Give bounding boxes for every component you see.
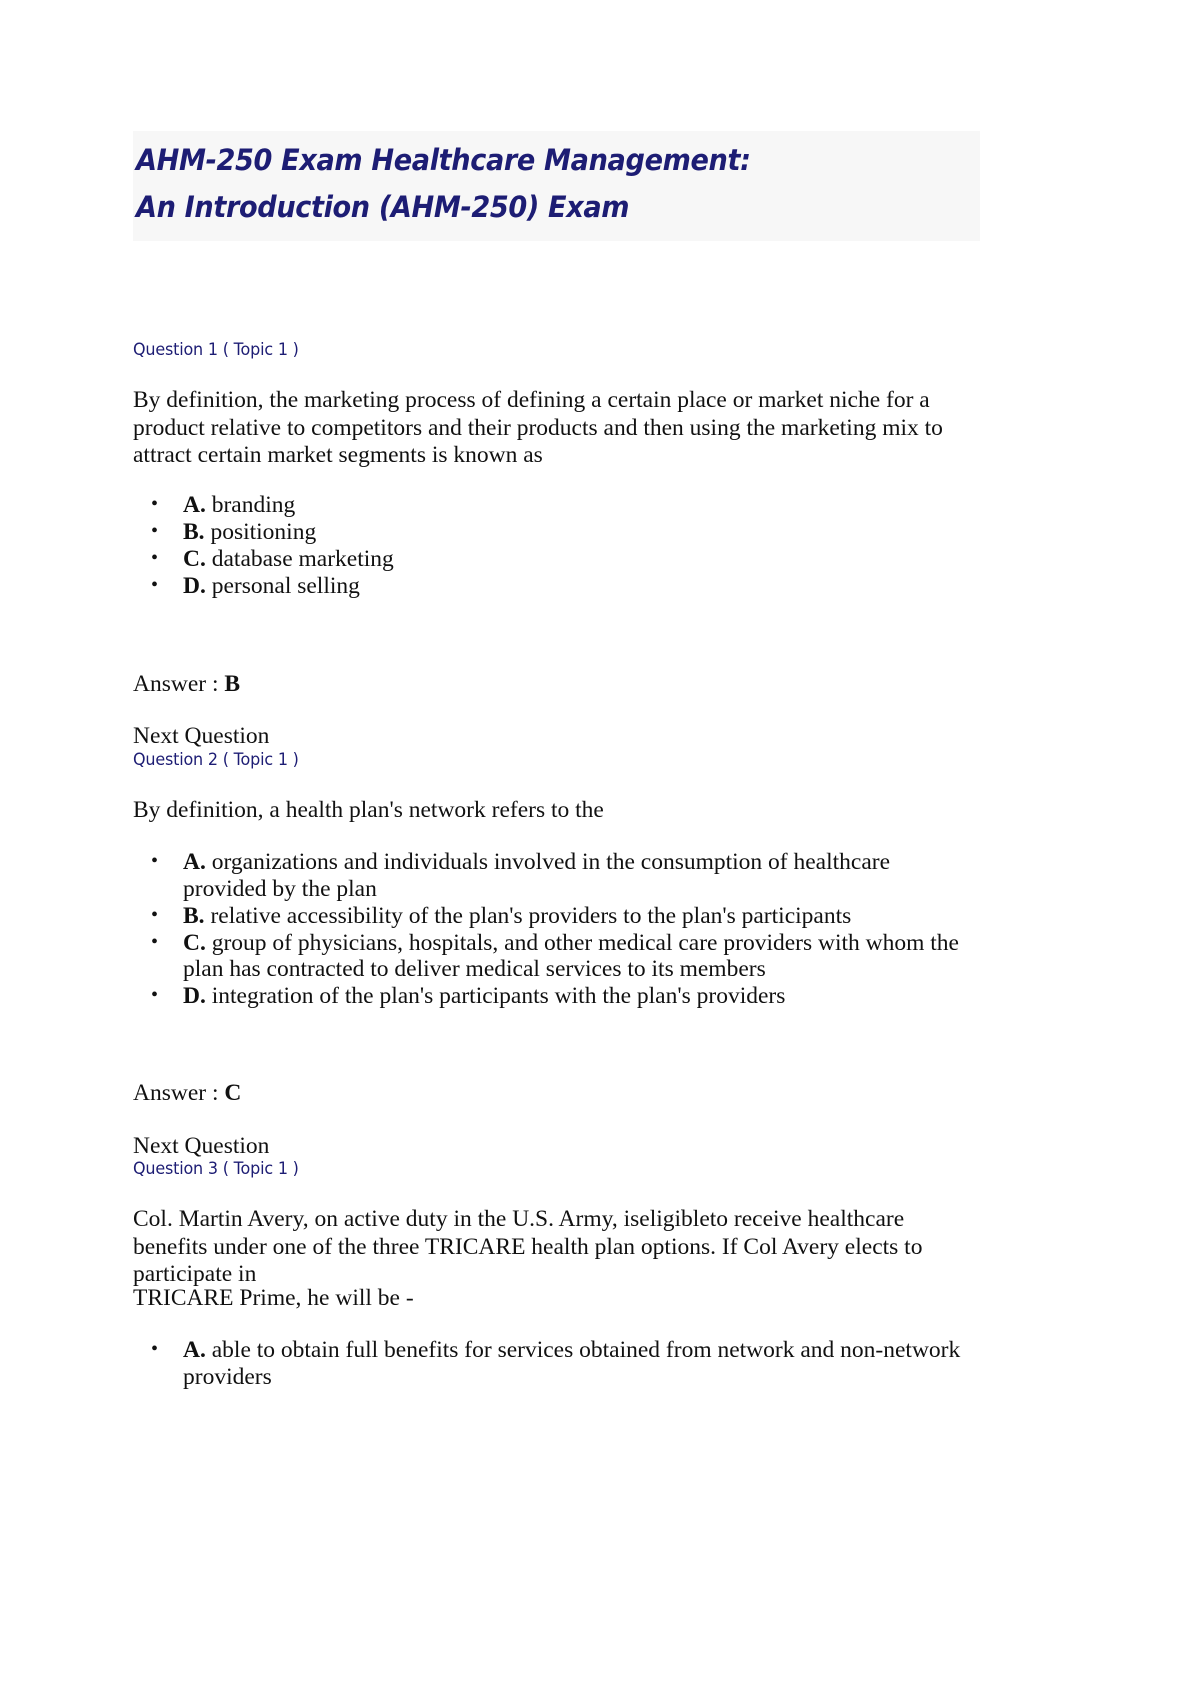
question-2-header: [133, 748, 978, 772]
question-3-body: [133, 1206, 978, 1289]
question-2-options: [133, 849, 978, 1010]
option-item[interactable]: [133, 903, 978, 930]
question-body-text: Col. Martin Avery, on active duty in the U.S. Army, iseligibleto receive healthcare benefits under one of the three TRICARE health plan options. If Col Avery elects to participate in: [133, 1206, 923, 1287]
next-question-link[interactable]: Next Question: [133, 723, 270, 749]
question-1-answer: [133, 671, 978, 698]
option-letter: C.: [183, 546, 206, 572]
answer-value: C: [224, 1080, 242, 1106]
question-body-text: By definition, a health plan's network refers to the: [133, 797, 604, 823]
option-item[interactable]: [133, 519, 978, 546]
question-2-body: [133, 797, 978, 825]
answer-label: Answer :: [133, 671, 225, 697]
option-text: organizations and individuals involved in the consumption of healthcare provided by the plan: [183, 849, 891, 902]
question-1-header: [133, 338, 978, 362]
option-letter: A.: [183, 849, 206, 875]
option-text: positioning: [210, 519, 317, 545]
question-1-body: [133, 387, 978, 470]
option-letter: C.: [183, 929, 206, 956]
option-letter: B.: [183, 519, 205, 545]
option-text: personal selling: [211, 573, 360, 599]
next-question-link[interactable]: Next Question: [133, 1133, 270, 1159]
option-letter: B.: [183, 902, 205, 929]
option-list: [133, 492, 978, 600]
option-item[interactable]: [133, 849, 978, 902]
option-text: integration of the plan's participants with the plan's providers: [211, 983, 786, 1009]
page-title: AHM-250 Exam Healthcare Management: An Introduction (AHM-250) Exam: [136, 143, 751, 224]
option-item[interactable]: [133, 546, 978, 573]
option-list: [133, 849, 978, 1010]
option-list: [133, 1337, 978, 1390]
option-item[interactable]: [133, 573, 978, 600]
question-body-text-2: TRICARE Prime, he will be -: [133, 1285, 414, 1311]
option-text: able to obtain full benefits for services obtained from network and non-network providers: [183, 1337, 961, 1390]
answer-value: B: [224, 671, 241, 697]
question-3-body-continued: [133, 1285, 978, 1313]
option-letter: D.: [183, 983, 206, 1009]
option-letter: A.: [183, 492, 206, 518]
question-body-text: By definition, the marketing process of defining a certain place or market niche for a product relative to competitors and their products and then using the marketing mix to attract certain market segments is known as: [133, 387, 943, 468]
option-text: database marketing: [211, 546, 394, 572]
option-letter: A.: [183, 1337, 206, 1363]
question-3-options: [133, 1337, 978, 1391]
question-header-label: Question 2 ( Topic 1 ): [133, 750, 299, 770]
question-1-next: [133, 723, 978, 749]
answer-line: [133, 1080, 978, 1107]
answer-label: Answer :: [133, 1080, 225, 1106]
answer-line: [133, 671, 978, 698]
question-header-label: Question 1 ( Topic 1 ): [133, 340, 299, 360]
option-letter: D.: [183, 573, 206, 599]
option-text: group of physicians, hospitals, and other medical care providers with whom the plan has contracted to deliver medical services to its members: [183, 929, 959, 982]
question-2-answer: [133, 1080, 978, 1107]
option-text: relative accessibility of the plan's providers to the plan's participants: [210, 902, 852, 929]
option-item[interactable]: [133, 983, 978, 1010]
option-text: branding: [211, 492, 296, 518]
question-header-label: Question 3 ( Topic 1 ): [133, 1159, 299, 1179]
option-item[interactable]: [133, 492, 978, 519]
option-item[interactable]: [133, 1337, 978, 1390]
question-3-header: [133, 1157, 978, 1181]
question-1-options: [133, 492, 978, 600]
option-item[interactable]: [133, 930, 978, 983]
question-2-next: [133, 1133, 978, 1159]
